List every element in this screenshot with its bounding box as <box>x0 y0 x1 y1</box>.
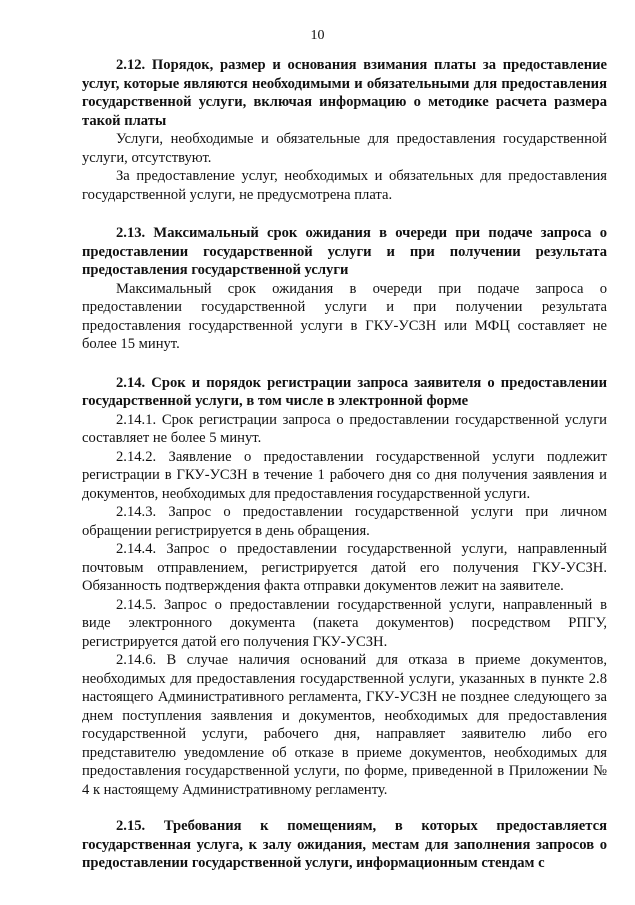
paragraph: 2.14.4. Запрос о предоставлении государственной услуги, направленный почтовым отправлением, регистрируется датой его получения ГКУ-УСЗН. Обязанность подтверждения факта отправки документов лежит на заявителе. <box>82 541 607 594</box>
section-2-12 <box>82 56 607 204</box>
paragraph: 2.14.1. Срок регистрации запроса о предоставлении государственной услуги составляет не более 5 минут. <box>82 411 607 446</box>
section-heading: 2.12. Порядок, размер и основания взимания платы за предоставление услуг, которые являются необходимыми и обязательными для предоставления государственной услуги, включая информацию о методике расчета размера такой платы <box>82 57 607 129</box>
paragraph: За предоставление услуг, необходимых и обязательных для предоставления государственной услуги, не предусмотрена плата. <box>82 168 607 203</box>
paragraph: Максимальный срок ожидания в очереди при подаче запроса о предоставлении государственной услуги и при получении результата предоставления государственной услуги в ГКУ-УСЗН или МФЦ составляет не более 15 минут. <box>82 280 607 352</box>
paragraph: 2.14.5. Запрос о предоставлении государственной услуги, направленный в виде электронного документа (пакета документов) посредством РПГУ, регистрируется датой его получения ГКУ-УСЗН. <box>82 596 607 650</box>
section-heading: 2.14. Срок и порядок регистрации запроса заявителя о предоставлении государственной услуги, в том числе в электронной форме <box>82 374 607 409</box>
section-heading: 2.13. Максимальный срок ожидания в очереди при подаче запроса о предоставлении государственной услуги и при получении результата предоставления государственной услуги <box>82 225 607 278</box>
paragraph: 2.14.3. Запрос о предоставлении государственной услуги при личном обращении регистрируется в день обращения. <box>82 504 607 539</box>
section-2-15 <box>82 817 607 873</box>
paragraph: Услуги, необходимые и обязательные для предоставления государственной услуги, отсутствуют. <box>82 131 607 166</box>
section-2-13 <box>82 224 607 354</box>
section-2-14 <box>82 374 607 800</box>
paragraph: 2.14.6. В случае наличия оснований для отказа в приеме документов, необходимых для предоставления государственной услуги, указанных в пункте 2.8 настоящего Административного регламента, ГКУ-УСЗН не позднее следующего за днем поступления заявления и документов, необходимых для предоставления государственной услуги, рабочего дня, направляет заявителю либо его представителю уведомление об отказе в приеме документов, необходимых для предоставления государственной услуги, по форме, приведенной в Приложении № 4 к настоящему Административному регламенту. <box>82 652 607 798</box>
section-heading: 2.15. Требования к помещениям, в которых предоставляется государственная услуга, к залу ожидания, местам для заполнения запросов о предоставлении государственной услуги, информационным стендам с <box>82 818 607 871</box>
page-number: 10 <box>310 28 325 43</box>
page-content <box>82 56 607 873</box>
paragraph: 2.14.2. Заявление о предоставлении государственной услуги подлежит регистрации в ГКУ-УСЗН в течение 1 рабочего дня со дня получения заявления и документов, необходимых для предоставления государственной услуги. <box>82 448 607 502</box>
